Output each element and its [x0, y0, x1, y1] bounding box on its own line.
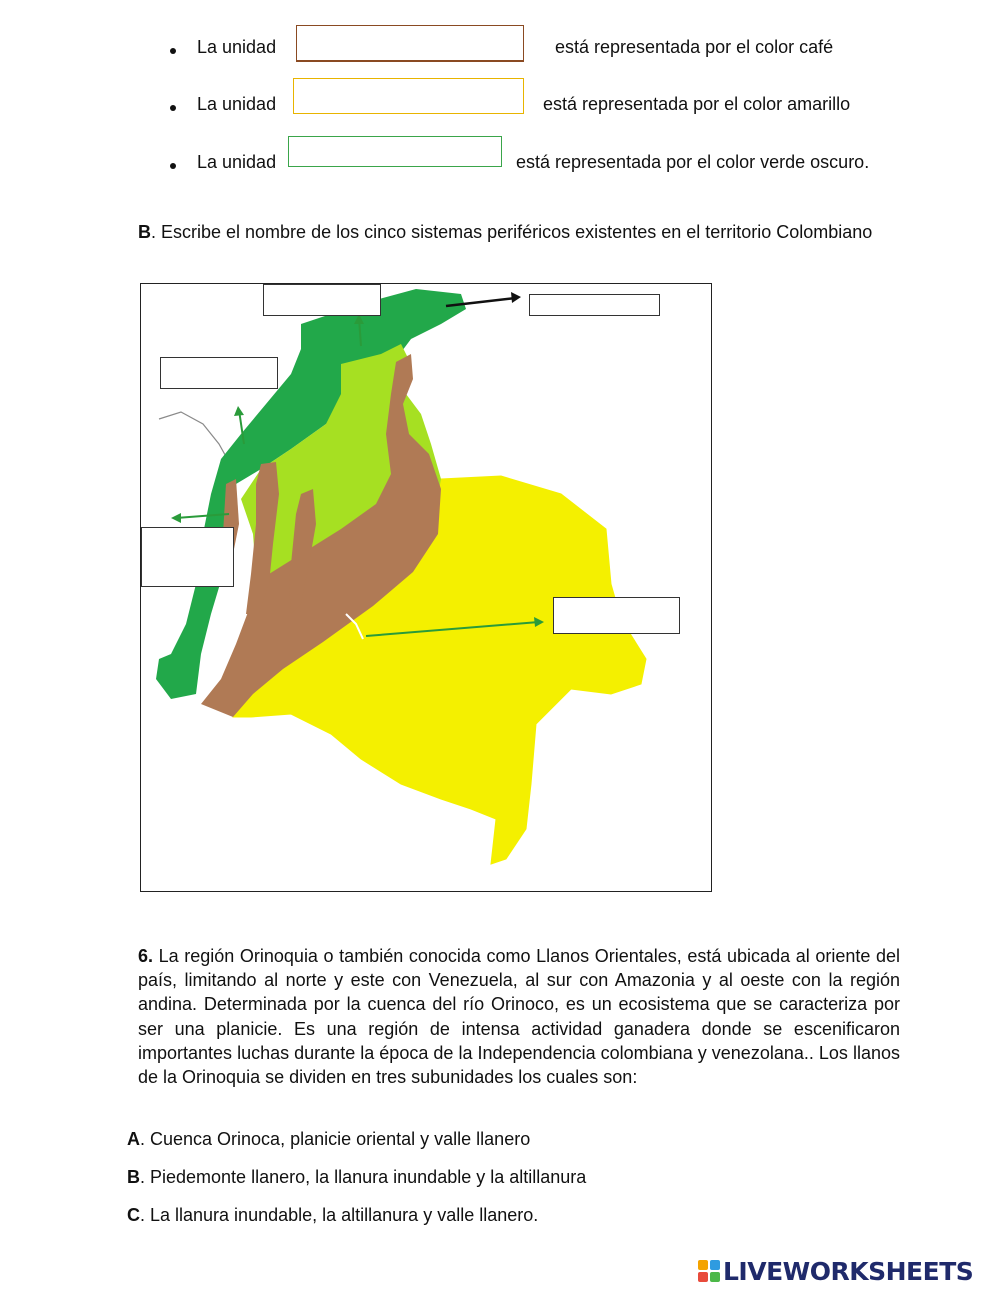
bullet-suffix: está representada por el color verde oscuro.: [516, 152, 870, 172]
question-number: 6.: [138, 946, 154, 966]
map-answer-box-northwest[interactable]: [160, 357, 278, 389]
option-c[interactable]: [127, 1204, 538, 1226]
bullet-prefix: La unidad: [197, 94, 277, 114]
bullet-dot: [170, 48, 176, 54]
liveworksheets-logo: [698, 1256, 973, 1286]
option-a[interactable]: [127, 1128, 530, 1150]
option-letter: B: [127, 1167, 140, 1187]
logo-square-blue: [710, 1260, 720, 1270]
logo-square-red: [698, 1272, 708, 1282]
section-b-letter: B: [138, 222, 151, 242]
bullet-prefix: La unidad: [197, 152, 277, 172]
panama-outline: [159, 412, 229, 474]
section-b-instruction: [138, 220, 878, 244]
logo-text: LIVEWORKSHEETS: [723, 1256, 974, 1286]
option-text: . Piedemonte llanero, la llanura inundable y la altillanura: [140, 1167, 587, 1187]
bullet-prefix: La unidad: [197, 37, 277, 57]
answer-box-yellow-unit[interactable]: [293, 78, 524, 114]
bullet-row-green: [0, 151, 1000, 191]
map-answer-box-top[interactable]: [263, 284, 381, 316]
option-text: . La llanura inundable, la altillanura y valle llanero.: [140, 1205, 539, 1225]
option-letter: C: [127, 1205, 140, 1225]
question-text: La región Orinoquia o también conocida como Llanos Orientales, está ubicada al oriente del país, limitando al norte y este con Venezuela, al sur con Amazonia y al oeste con la región andina. Determinada por la cuenca del río Orinoco, es un ecosistema que se caracteriza por ser una planicie. Es una región de intensa actividad ganadera donde se escenificaron importantes luchas durante la época de la Independencia colombiana y venezolana.. Los llanos de la Orinoquia se dividen en tres subunidades los cuales son:: [138, 946, 900, 1088]
bullet-row-yellow: [0, 93, 1000, 133]
bullet-dot: [170, 105, 176, 111]
option-text: . Cuenca Orinoca, planicie oriental y valle llanero: [140, 1129, 531, 1149]
arrowhead: [234, 406, 244, 416]
bullet-row-brown: [0, 36, 1000, 76]
logo-square-green: [710, 1272, 720, 1282]
arrowhead: [511, 292, 521, 303]
bullet-suffix: está representada por el color café: [555, 37, 834, 57]
logo-square-orange: [698, 1260, 708, 1270]
answer-box-dark-green-unit[interactable]: [288, 136, 502, 167]
question-6-paragraph: [138, 944, 900, 1089]
option-letter: A: [127, 1129, 140, 1149]
section-b-text: . Escribe el nombre de los cinco sistemas periféricos existentes en el territorio Colombiano: [151, 222, 873, 242]
logo-mark-icon: [698, 1260, 720, 1282]
option-b[interactable]: [127, 1166, 586, 1188]
arrowhead: [171, 513, 181, 523]
map-answer-box-east[interactable]: [553, 597, 680, 634]
map-answer-box-west[interactable]: [141, 527, 234, 587]
answer-box-brown-unit[interactable]: [296, 25, 524, 62]
bullet-dot: [170, 163, 176, 169]
colombia-map: [140, 283, 712, 892]
bullet-suffix: está representada por el color amarillo: [543, 94, 851, 114]
map-answer-box-northeast[interactable]: [529, 294, 660, 316]
